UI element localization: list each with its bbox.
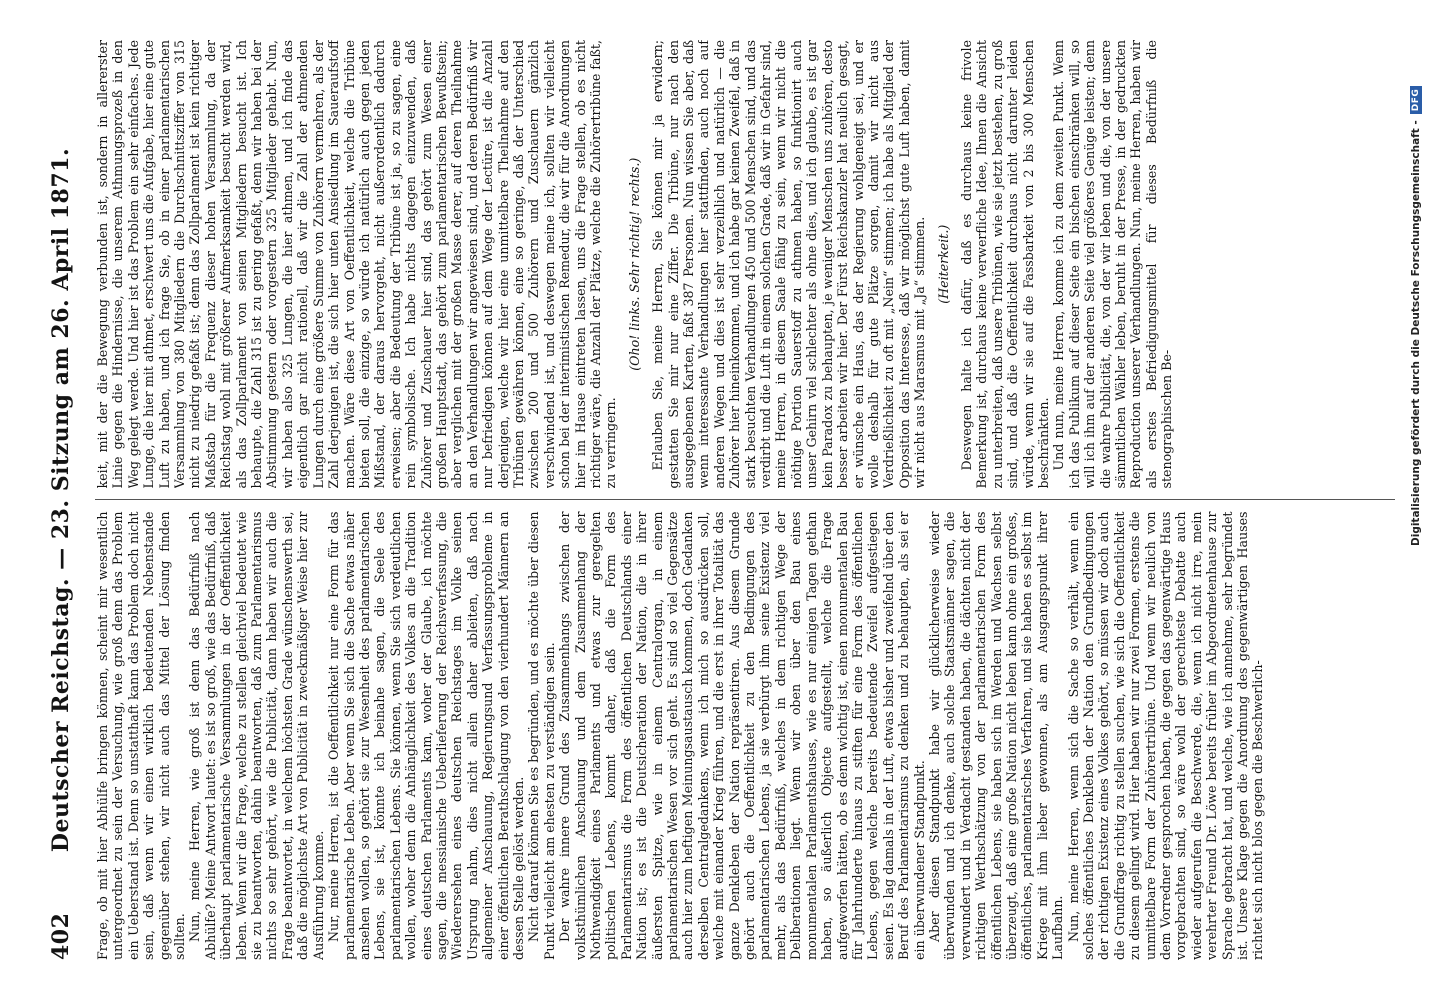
running-head — [48, 40, 88, 960]
column-left — [95, 512, 1395, 961]
page-title: Deutscher Reichstag. — 23. Sitzung am 26. April 1871. — [48, 147, 74, 853]
paragraph: Nicht darauf können Sie es begründen, und es möchte über diesen Punkt vielleicht am ehesten zu verständigen sein. — [526, 511, 557, 960]
credit-text: Digitalisierung gefördert durch die Deutsche Forschungsgemeinschaft - — [1410, 120, 1422, 546]
paragraph: Deswegen halte ich dafür, daß es durchaus keine frivole Bemerkung ist, durchaus keine verwerfliche Idee, Ihnen die Ansicht zu unterbreiten, daß unsere Tribünen, wie sie jetzt bestehen, zu groß sind, und daß die Oeffentlichkeit durchaus nicht darunter leiden würde, wenn wir sie auf die Fassbarkeit von 2 bis 300 Menschen beschränkten. — [958, 40, 1051, 489]
column-divider — [95, 500, 1395, 501]
paragraph: Der wahre innere Grund des Zusammenhangs zwischen der volksthümlichen Anschauung und dem Zusammenhang der Nothwendigkeit eines Parlaments und etwas zur geregelten politischen Lebens, kommt daher, daß die Form des Parlamentarismus die Form des öffentlichen Deutschlands einer Nation ist; es ist die Deutsicheration der Nation, die in ihrer äußersten Spitze, wie in einem Centralorgan, in einem parlamentarischen Wesen vor sich geht. Es sind so viel Gegensätze auch hier zum heftigen Meinungsaustausch kommen, doch Gedanken derselben Centralgedankens, wenn ich mich so ausdrücken soll, welche mit einander Krieg führen, und die erst in ihrer Totalität das ganze Denkleben der Nation repräsentiren. Aus diesem Grunde gehört auch die Oeffentlichkeit zu den Bedingungen des parlamentarischen Lebens, ja sie verbürgt ihm seine Existenz viel mehr, als das Bedürfniß, welches in dem richtigen Wege der Deliberationen liegt. Wenn wir oben über den Bau eines monumentalen Parlamentshauses, wie es nur einigen Tagen gethan haben, so äußerlich Objecte aufgestellt, welche die Frage aufgeworfen hätten, ob es denn wichtig ist, einen monumentalen Bau für Jahrhunderte hinaus zu stiften für eine Form des öffentlichen Lebens, gegen welche bereits bedeutende Zweifel aufgestiegen seien. Es lag damals in der Luft, etwas bisher und zweifelnd über den Beruf des Parlamentarismus zu denken und zu behaupten, als sei er ein überwundener Standpunkt. — [557, 511, 927, 960]
dfg-logo: DFG — [1410, 86, 1422, 115]
paragraph: Aber diesen Standpunkt habe wir glücklicherweise wieder überwunden und ich denke, auch solche Staatsmänner sagen, die verwundert und in Verdacht gestanden haben, die dächten nicht der richtigen Werthschätzung von der parlamentarischen Form des öffentlichen Lebens, sie haben sich im Werden und Wachsen selbst überzeugt, daß eine große Nation nicht leben kann ohne ein großes, öffentliches, parlamentarisches Verfahren, und sie haben es selbst im Kriege mit ihm lieber gewonnen, als am Ausgangspunkt ihrer Laufbahn. — [926, 511, 1066, 960]
column-right — [95, 40, 1395, 489]
paragraph: keit, mit der die Bewegung verbunden ist, sondern in allererster Linie gegen die Hindernisse, die unserem Athmungsprozeß in den Weg gelegt werde. Und hier ist das Problem ein sehr einfaches. Jede Lunge, die hier mit athmet, erschwert uns die Aufgabe, hier eine gute Luft zu haben, und ich frage Sie, ob in einer parlamentarischen Versammlung von 380 Mitgliedern die Durchschnittsziffer von 315 nicht zu niedrig gefaßt ist; denn das Zollparlament ist kein richtiger Maßstab für die Frequenz dieser hohen Versammlung, da der Reichstag wohl mit größerer Aufmerksamkeit besucht werden wird, als das Zollparlament von seinen Mitgliedern besucht ist. Ich behaupte, die Zahl 315 ist zu gering gefaßt, denn wir haben bei der Abstimmung gestern oder vorgestern 325 Mitglieder gehabt. Nun, wir haben also 325 Lungen, die hier athmen, und ich finde das eigentlich gar nicht rationell, daß wir die Zahl der athmenden Lungen durch eine größere Summe von Zuhörern vermehren, als der Zahl derjenigen ist, die sich hier unten Ansiedlung im Saueraufstoff machen. Wäre diese Art von Oeffentlichkeit, welche die Tribüne bieten soll, die einzige, so würde ich natürlich auch gegen jeden Mißstand, der daraus hervorgeht, nicht außerordentlich dadurch erweisen; aber die Bedeutung der Tribüne ist ja, so zu sagen, eine rein symbolische. Ich habe nichts dagegen einzuwenden, daß Zuhörer und Zuschauer hier sind, das gehört zum Wesen einer großen Hauptstadt, das gehört zum parlamentarischen Bewußtsein; aber verglichen mit der großen Masse derer, auf deren Theilnahme an den Verhandlungen wir angewiesen sind, und deren Bedürfniß wir nur befriedigen können auf dem Wege der Lectüre, ist die Anzahl derjenigen, welche wir hier eine unmittelbare Theilnahme auf den Tribünen gewähren können, eine so geringe, daß der Unterschied zwischen 200 und 500 Zuhörern und Zuschauern gänzlich verschwindend ist, und deswegen meine ich, sollten wir vielleicht schon bei der interimistischen Remedur, die wir für die Anordnungen hier im Hause eintreten lassen, uns die Frage stellen, ob es nicht richtiger wäre, die Anzahl der Plätze, welche die Zuhörertribüne faßt, zu verringern. — [95, 40, 619, 489]
paragraph: Nun, meine Herren, wie groß ist denn das Bedürfniß nach Abhülfe? Meine Antwort lautet: es ist so groß, wie das Bedürfniß, daß überhaupt parlamentarische Versammlungen in der Oeffentlichkeit leben. Wenn wir die Frage, welche zu stellen gleichviel bedeutet wie sie zu beantworten, dahin beantworten, daß zum Parlamentarismus nichts so sehr gehört, wie die Publicität, dann haben wir auch die Frage beantwortet, in welchem höchsten Grade wünschenswerth sei, daß die möglichste Art von Publicität in zweckmäßiger Weise hier zur Ausführung komme. — [187, 511, 326, 960]
page-number: 402 — [48, 912, 74, 960]
paragraph: Nun, meine Herren, wenn sich die Sache so verhält, wenn ein solches öffentliches Denkleben der Nation den Grundbedingungen der richtigen Existenz eines Volkes gehört, so müssen wir doch auch die Grundfrage richtig zu stellen suchen, wie sich die Oeffentlichkeit zu diesem gelingt wird. Hier haben wir nur zwei Formen, erstens die unmittelbare Form der Zuhörertribüne. Und wenn wir neulich von dem Vorredner gesprochen haben, die gegen das gegenwärtige Haus vorgebrachten sind, so wäre wohl der gerechteste Debatte auch wieder aufgerufen die Beschwerde, die, wenn ich nicht irre, mein verehrter Freund Dr. Löwe bereits früher im Abgeordnetenhause zur Sprache gebracht hat, und welche, wie ich annehme, sehr begründet ist. Unsere Klage gegen die Anordnung des gegenwärtigen Hauses richtet sich nicht blos gegen die Beschwerlich- — [1065, 511, 1266, 960]
paragraph: Erlauben Sie, meine Herren, Sie können mir ja erwidern; gestatten Sie mir nur eine Ziffer. Die Tribüne, nur nach den ausgegebenen Karten, faßt 387 Personen. Nun wissen Sie aber, daß wenn interessante Verhandlungen hier stattfinden, auch noch auf anderen Wegen und dies ist sehr verzeihlich und natürlich — die Zuhörer hier hineinkommen, und ich habe gar keinen Zweifel, daß in stark besuchten Verhandlungen 450 und 500 Menschen sind, und das verdirbt und die Luft in einem solchen Grade, daß wir in Gefahr sind, meine Herren, in diesem Saale fähig zu sein, wenn wir nicht die nöthige Portion Sauerstoff zu athmen haben, so funktionirt auch unser Gehirn viel schlechter als ohne dies, und ich glaube, es ist gar kein Paradox zu behaupten, je weniger Menschen uns zuhören, desto besser arbeiten wir hier. Der Fürst Reichskanzler hat neulich gesagt, er wünsche ein Haus, das der Regierung wohlgeneigt sei, und er wolle deshalb für gute Plätze sorgen, damit wir nicht aus Verdrießlichkeit zu oft mit „Nein“ stimmen; ich habe als Mitglied der Opposition das Interesse, daß wir möglichst gute Luft haben, damit wir nicht aus Marasmus mit „Ja“ stimmen. — [650, 40, 928, 489]
interjection: (Oho! links. Sehr richtig! rechts.) — [626, 157, 642, 371]
interjection: (Heiterkeit.) — [935, 224, 951, 304]
digitization-credit — [1408, 6, 1424, 546]
paragraph: Nur, meine Herren, ist die Oeffentlichkeit nur eine Form für das parlamentarische Leben. Aber wenn Sie sich die Sache etwas näher ansehen wollen, so gehört sie zur Wesenheit des parlamentarischen Lebens, sie ist, könnte ich beinahe sagen, die Seele des parlamentarischen Lebens. Sie können, wenn Sie sich verdeutlichen wollen, woher denn die Anhänglichkeit des Volkes an die Tradition eines deutschen Parlaments kam, woher der Glaube, ich möchte sagen, die messianische Ueberlieferung der Reichsverfassung, die Wiederersehen eines deutschen Reichstages im Volke seinen Ursprung nahm, dies nicht allein daher ableiten, daß nach allgemeiner Anschauung, Regierungsund Verfassungsprobleme in einer öffentlichen Berathschlagung von den vierhundert Männern an dessen Stelle gelöst werden. — [326, 511, 526, 960]
paragraph: Und nun, meine Herren, komme ich zu dem zweiten Punkt. Wenn ich das Publikum auf dieser Seite ein bischen einschränken will, so will ich ihm auf der anderen Seite viel größeres Genüge leisten; denn die wahre Publicität, die, von der wir leben und die, von der unsere sämmtlichen Wähler leben, beruht in der Presse, in der gedruckten Reproduction unserer Verhandlungen. Nun, meine Herren, haben wir als erstes Befriedigungsmittel für dieses Bedürfniß die stenographischen Be- — [1051, 40, 1175, 489]
text-columns — [95, 40, 1395, 960]
paragraph: Frage, ob mit hier Abhülfe bringen können, scheint mir wesentlich untergeordnet zu sein der Versuchung, wie groß denn das Problem ein Ueberstand ist. Denn so unstatthaft kann das Problem doch nicht sein, daß wenn wir einen wirklich bedeutenden Nebenstande gegenüber stehen, wir nicht auch das Mittel der Lösung finden sollten. — [95, 511, 188, 960]
